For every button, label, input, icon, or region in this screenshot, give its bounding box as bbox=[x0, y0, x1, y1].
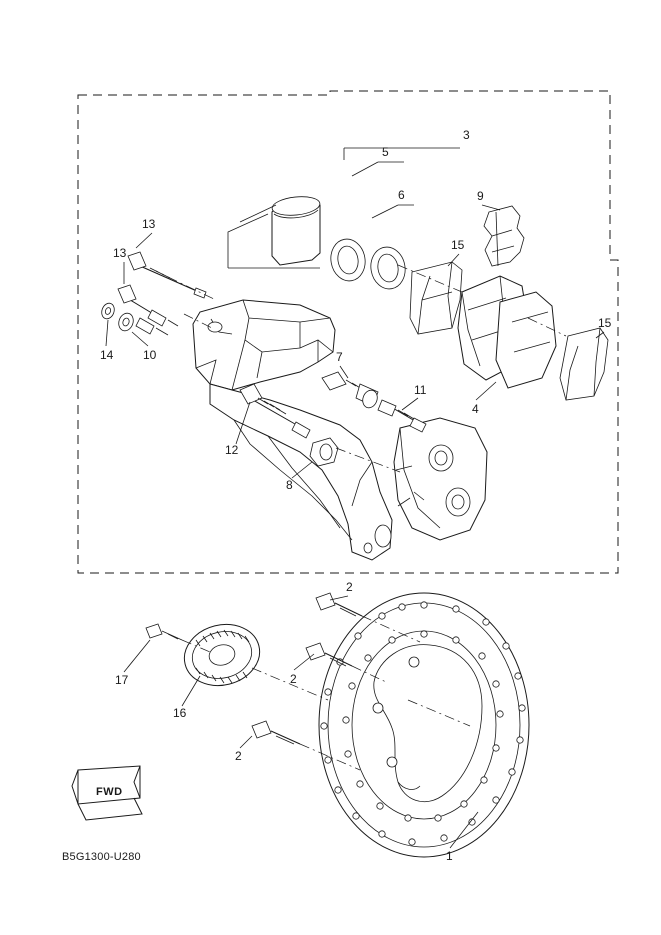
callout-11: 11 bbox=[414, 383, 427, 397]
callout-3: 3 bbox=[463, 128, 470, 142]
callout-1: 1 bbox=[446, 849, 453, 863]
callout-14: 14 bbox=[100, 348, 114, 362]
shim-right bbox=[560, 328, 608, 400]
callout-8: 8 bbox=[286, 478, 293, 492]
diagram-code: B5G1300-U280 bbox=[62, 851, 141, 863]
callout-6: 6 bbox=[398, 188, 405, 202]
callout-5: 5 bbox=[382, 145, 389, 159]
callout-4: 4 bbox=[472, 402, 479, 416]
brake-disc bbox=[319, 593, 529, 857]
callout-10: 10 bbox=[143, 348, 157, 362]
callout-16: 16 bbox=[173, 706, 187, 720]
pad-spring bbox=[484, 206, 524, 266]
callout-13-upper: 13 bbox=[142, 217, 156, 231]
callout-2-mid: 2 bbox=[290, 672, 297, 686]
callout-15-right: 15 bbox=[598, 316, 612, 330]
fwd-label: FWD bbox=[96, 786, 123, 798]
piston-and-seals bbox=[228, 195, 408, 292]
callout-9: 9 bbox=[477, 189, 484, 203]
caliper-body bbox=[193, 300, 487, 560]
callout-2-bottom: 2 bbox=[235, 749, 242, 763]
callout-17: 17 bbox=[115, 673, 129, 687]
callout-12: 12 bbox=[225, 443, 239, 457]
brake-pads bbox=[458, 276, 556, 388]
shim-left bbox=[410, 262, 462, 334]
callout-13-lower: 13 bbox=[113, 246, 127, 260]
callout-2-top: 2 bbox=[346, 580, 353, 594]
callout-15-left: 15 bbox=[451, 238, 465, 252]
callout-7: 7 bbox=[336, 350, 343, 364]
sensor-rotor bbox=[146, 617, 266, 694]
